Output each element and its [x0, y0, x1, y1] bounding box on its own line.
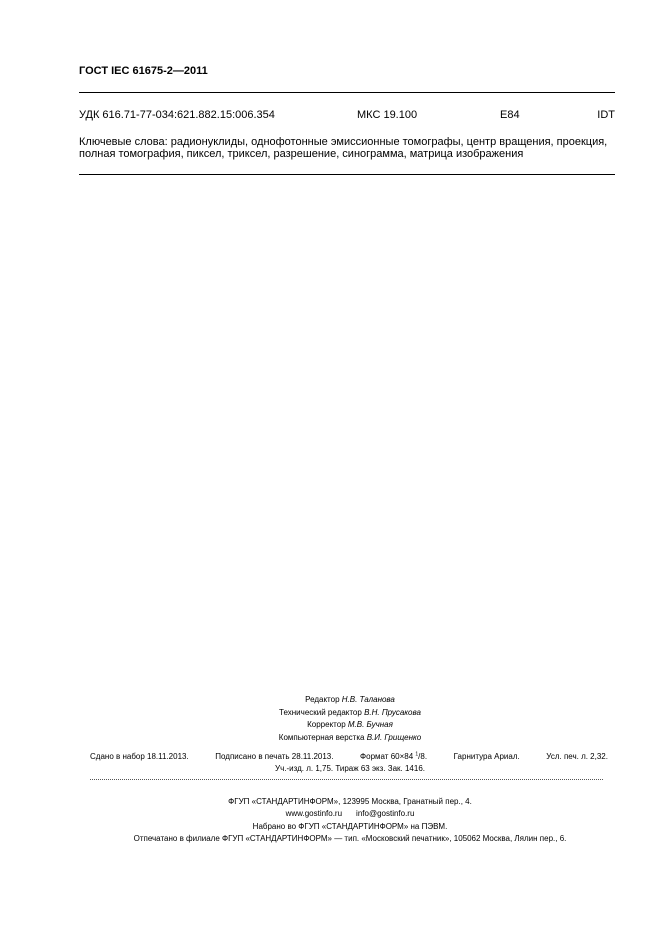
document-id: ГОСТ IEC 61675-2—2011: [79, 65, 208, 77]
corrector-name: М.В. Бучная: [347, 720, 393, 729]
top-divider: [79, 92, 615, 93]
corrector-label: Корректор: [307, 720, 346, 729]
layout-name: В.И. Грищенко: [366, 732, 422, 742]
keywords-divider: [79, 174, 615, 175]
keywords-paragraph: Ключевые слова: радионуклиды, однофотонные эмиссионные томографы, центр вращения, проекция, полная томография, пиксел, триксел, разрешение, синограмма, матрица изображения: [79, 136, 608, 160]
corrector-line: [150, 719, 550, 732]
print-info-block: [70, 751, 630, 775]
format-suffix: .: [424, 752, 428, 761]
format-denominator: /8: [418, 752, 425, 761]
signed-date: Подписано в печать 28.11.2013.: [215, 752, 334, 761]
okp-code: Е84: [500, 109, 520, 121]
idt-mark: IDT: [597, 109, 615, 121]
tech-editor-line: [150, 707, 550, 720]
editor-label: Редактор: [305, 695, 340, 704]
mks-code: МКС 19.100: [357, 109, 418, 121]
tech-editor-label: Технический редактор: [279, 707, 362, 717]
print-info-row: [70, 751, 630, 763]
credits-block: [150, 694, 550, 744]
typeface: Гарнитура Ариал.: [453, 752, 520, 761]
layout-line: [150, 732, 550, 745]
editor-name: Н.В. Таланова: [341, 695, 395, 704]
publisher-contacts: [70, 808, 630, 820]
dotted-divider: [90, 779, 603, 780]
format-fraction: 1: [415, 751, 419, 758]
publisher-website: www.gostinfo.ru: [285, 809, 343, 819]
paper-format: [360, 751, 427, 763]
layout-label: Компьютерная верстка: [278, 732, 365, 742]
tech-editor-name: В.Н. Прусакова: [364, 707, 421, 717]
print-sheets: Усл. печ. л. 2,32.: [546, 752, 608, 761]
publisher-address: ФГУП «СТАНДАРТИНФОРМ», 123995 Москва, Гранатный пер., 4.: [228, 797, 472, 806]
publisher-block: [70, 796, 630, 845]
typeset-note: Набрано во ФГУП «СТАНДАРТИНФОРМ» на ПЭВМ.: [252, 821, 448, 831]
format-prefix: Формат 60×84: [360, 752, 414, 761]
editor-line: [150, 694, 550, 707]
print-run-line: Уч.-изд. л. 1,75. Тираж 63 экз. Зак. 1416.: [275, 764, 425, 773]
submitted-date: Сдано в набор 18.11.2013.: [90, 752, 189, 761]
publisher-email: info@gostinfo.ru: [356, 809, 415, 819]
printed-note: Отпечатано в филиале ФГУП «СТАНДАРТИНФОРМ» — тип. «Московский печатник», 105062 Москва, Лялин пер., 6.: [133, 833, 567, 843]
udk-code: УДК 616.71-77-034:621.882.15:006.354: [79, 109, 275, 121]
